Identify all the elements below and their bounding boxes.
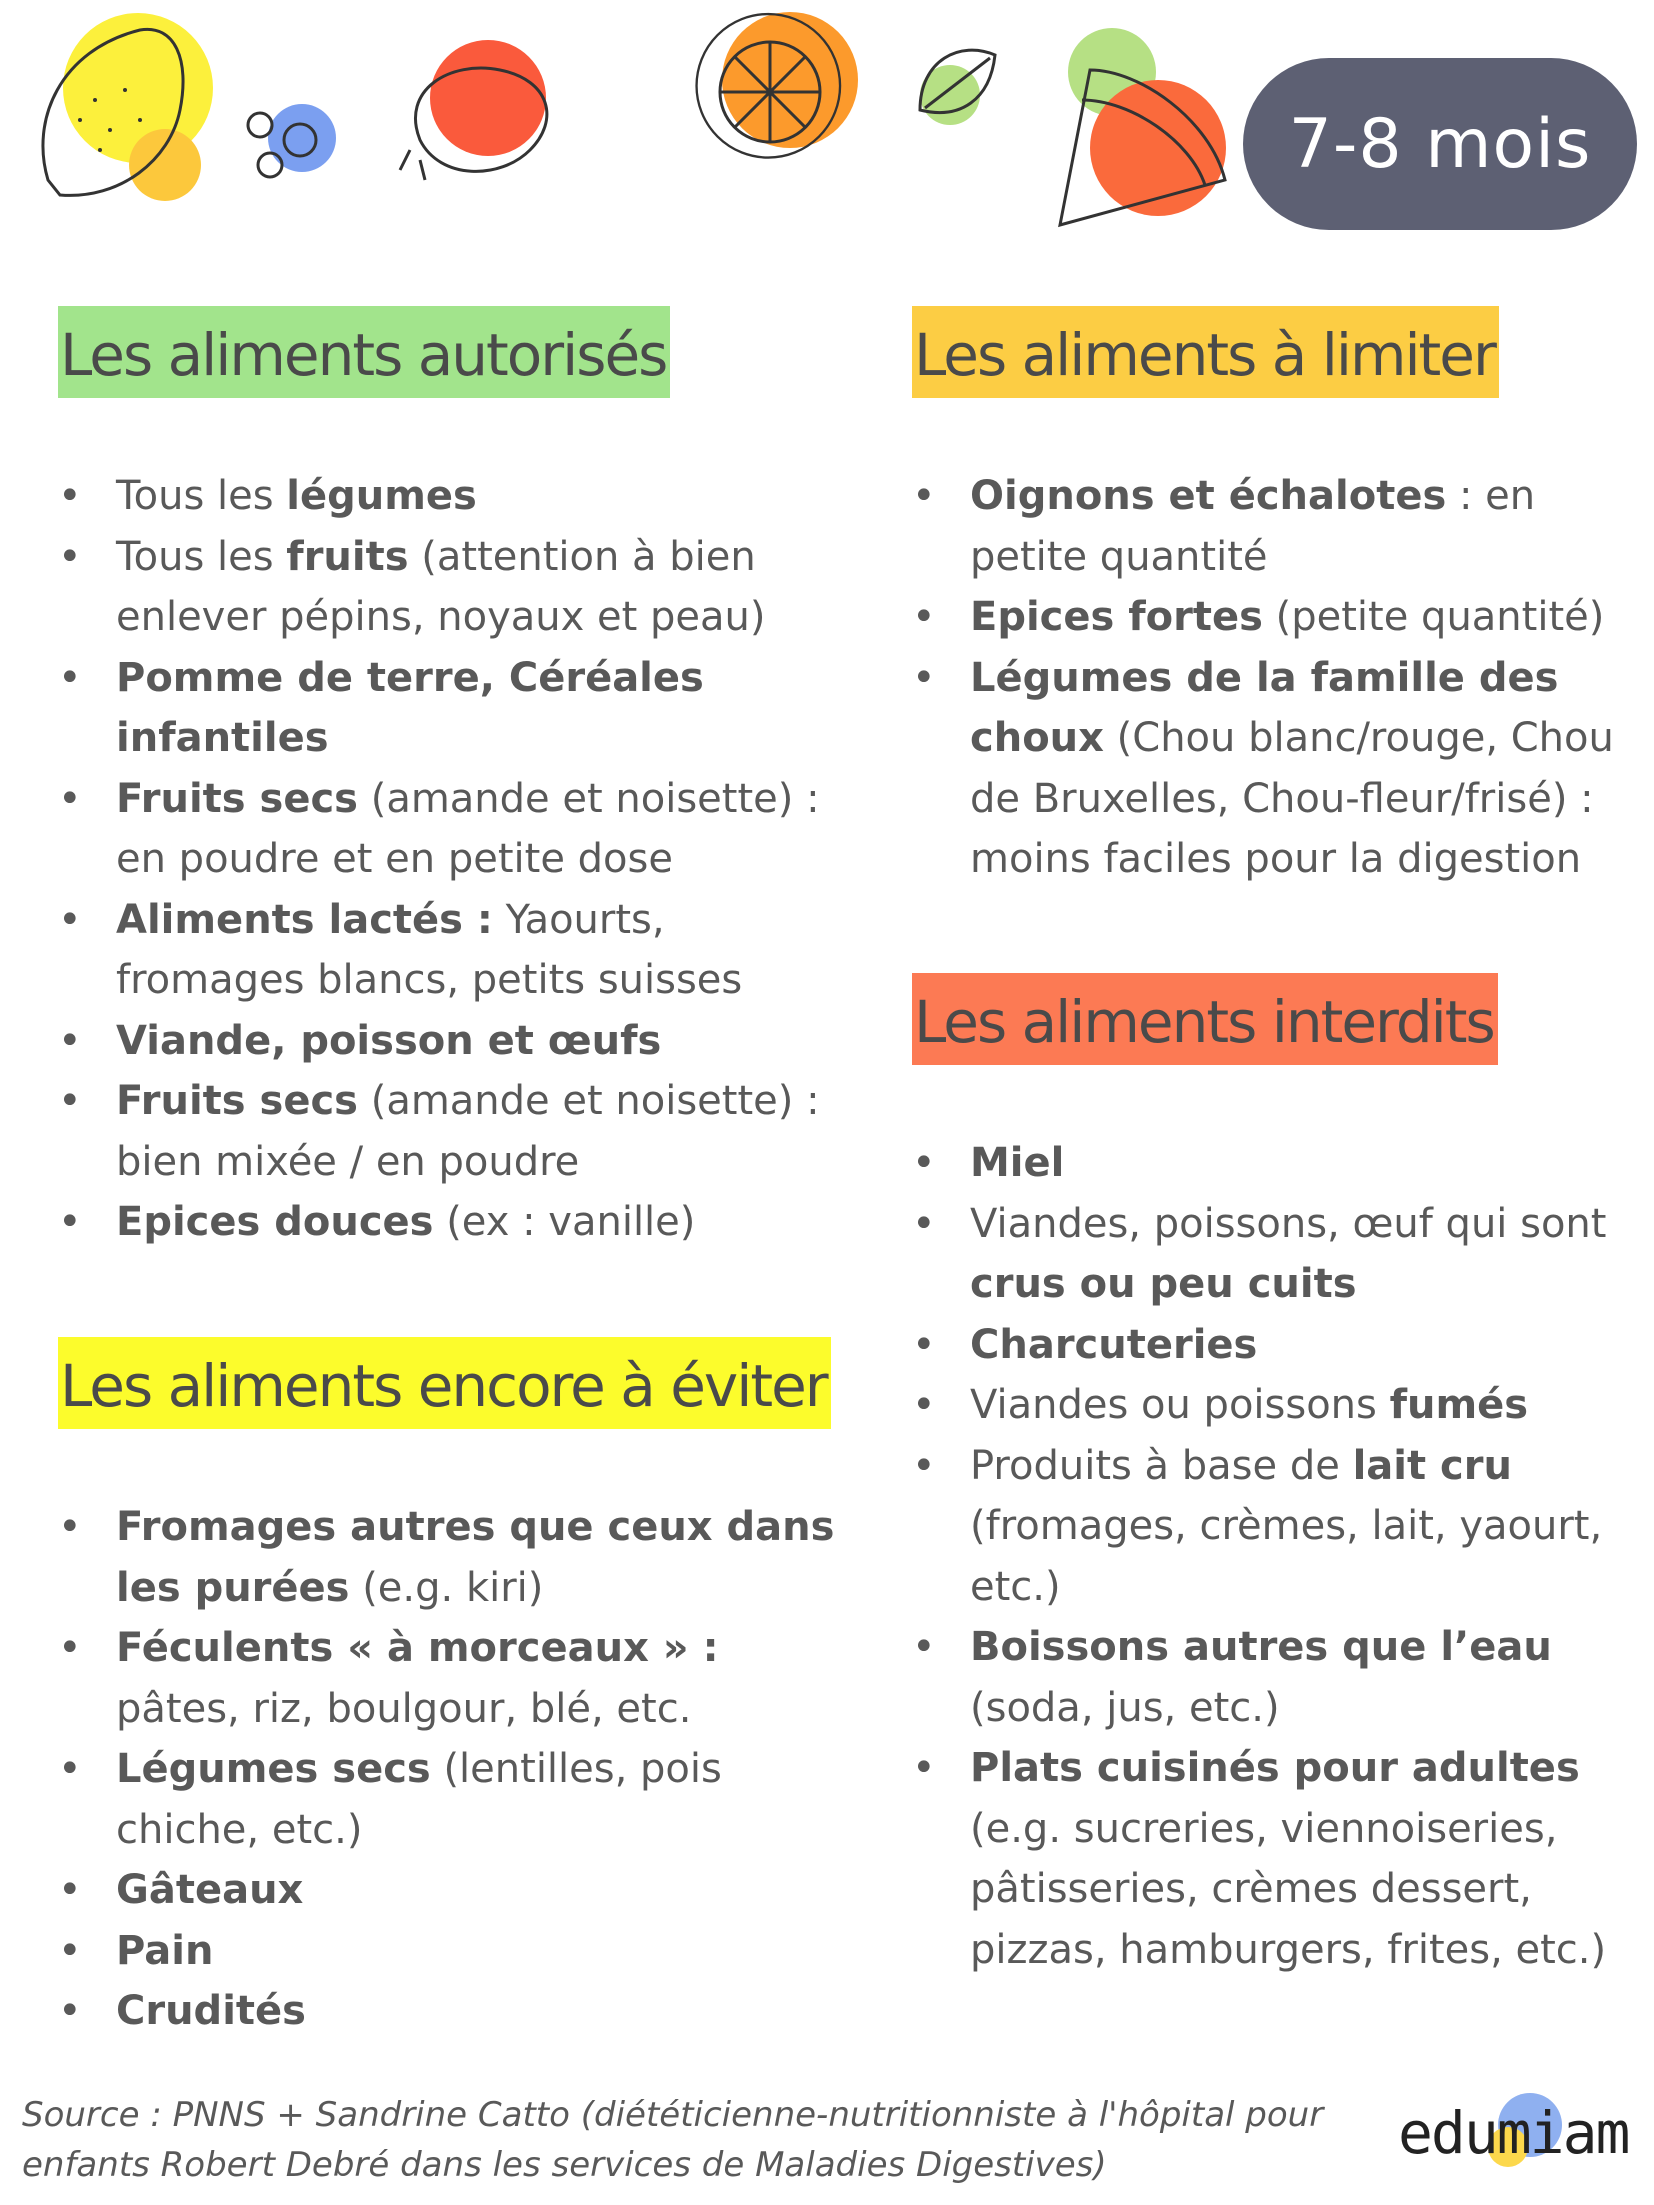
watermelon-icon (1060, 28, 1226, 225)
section-title-interdits: Les aliments interdits (912, 973, 1498, 1065)
item-text: (attention à bien enlever pépins, noyaux et peau) (116, 533, 766, 640)
item-text-bold: Viande, poisson et œufs (116, 1017, 662, 1064)
list-item (912, 466, 1632, 587)
item-text-bold: Charcuteries (970, 1321, 1258, 1368)
item-text-bold: Miel (970, 1140, 1065, 1186)
item-text-bold: crus ou peu cuits (970, 1261, 1357, 1307)
item-text-bold: Epices fortes (970, 594, 1263, 640)
item-text: (Chou blanc/rouge, Chou de Bruxelles, Chou-fleur/frisé) : moins faciles pour la digestion (970, 715, 1614, 882)
item-text-bold: légumes (286, 473, 477, 519)
item-text: Tous les (116, 473, 287, 519)
edumiam-logo (1390, 2085, 1630, 2195)
list-item (58, 1921, 838, 1982)
strawberry-icon (400, 40, 547, 180)
list-item (912, 1315, 1632, 1376)
list-item (912, 1133, 1632, 1194)
list-item (58, 527, 838, 648)
section-limiter (912, 306, 1632, 890)
leaf-icon (920, 50, 995, 125)
section-title-limiter: Les aliments à limiter (912, 306, 1499, 398)
item-text-bold: Pomme de terre, Céréales infantiles (116, 654, 704, 761)
item-text: (fromages, crèmes, lait, yaourt, etc.) (970, 1503, 1603, 1610)
item-text: (amande et noisette) : en poudre et en petite dose (116, 775, 820, 882)
item-text: Tous les (116, 533, 287, 580)
item-text-bold: fumés (1389, 1382, 1529, 1428)
list-item (58, 1981, 838, 2042)
item-text: (lentilles, pois chiche, etc.) (116, 1746, 722, 1853)
section-eviter (58, 1337, 838, 2042)
list-item (58, 1011, 838, 1072)
item-text-bold: Fromages autres que ceux dans les purées (116, 1504, 835, 1611)
item-text-bold: Fruits secs (116, 775, 358, 822)
item-text: (amande et noisette) : bien mixée / en poudre (116, 1078, 820, 1185)
section-title-autorises: Les aliments autorisés (58, 306, 670, 398)
logo-text: edumiam (1398, 2099, 1629, 2167)
item-text: pâtes, riz, boulgour, blé, etc. (116, 1685, 692, 1732)
item-text-bold: Légumes de la famille des choux (970, 654, 1559, 761)
orange-slice-icon (697, 12, 858, 158)
blueberry-icon (248, 104, 336, 177)
section-title-eviter: Les aliments encore à éviter (58, 1337, 831, 1429)
list-item (58, 648, 838, 769)
item-text-bold: Féculents « à morceaux » : (116, 1625, 719, 1671)
list-item (58, 1860, 838, 1921)
item-text: Viandes, poissons, œuf qui sont (970, 1200, 1607, 1247)
section-interdits (912, 973, 1632, 1980)
list-item (58, 1497, 838, 1618)
section-autorises (58, 306, 838, 1253)
item-text: Produits à base de (970, 1442, 1353, 1489)
item-text-bold: Crudités (116, 1988, 306, 2034)
list-item (912, 1436, 1632, 1618)
list-item (912, 1738, 1632, 1980)
list-item (58, 1192, 838, 1253)
item-text: (e.g. sucreries, viennoiseries, pâtisseries, crèmes dessert, pizzas, hamburgers, frites, etc.) (970, 1805, 1607, 1973)
item-text-bold: Oignons et échalotes (970, 473, 1447, 519)
list-item (912, 587, 1632, 648)
item-text-bold: Fruits secs (116, 1078, 358, 1124)
list-item (58, 890, 838, 1011)
list-item (912, 1617, 1632, 1738)
list-item (912, 648, 1632, 890)
list-item (58, 1071, 838, 1192)
item-text: (petite quantité) (1262, 594, 1605, 640)
item-text-bold: Gâteaux (116, 1867, 304, 1913)
list-item (58, 1618, 838, 1739)
list-interdits (912, 1133, 1632, 1980)
item-text-bold: lait cru (1352, 1442, 1512, 1489)
item-text: (soda, jus, etc.) (970, 1684, 1280, 1731)
age-badge: 7-8 mois (1243, 58, 1637, 230)
item-text: Yaourts, fromages blancs, petits suisses (116, 896, 743, 1003)
list-autorises (58, 466, 838, 1253)
item-text-bold: Epices douces (116, 1199, 434, 1245)
item-text: (e.g. kiri) (349, 1564, 544, 1611)
item-text: Viandes ou poissons (970, 1382, 1390, 1428)
item-text-bold: Légumes secs (116, 1746, 431, 1792)
list-item (912, 1194, 1632, 1315)
list-limiter (912, 466, 1632, 890)
item-text: (ex : vanille) (433, 1199, 696, 1245)
list-item (58, 466, 838, 527)
lemon-icon (43, 13, 213, 201)
list-eviter (58, 1497, 838, 2042)
item-text: : en petite quantité (970, 473, 1536, 580)
source-citation: Source : PNNS + Sandrine Catto (diététicienne-nutritionniste à l'hôpital pour enfants Robert Debré dans les services de Maladies Digestives) (22, 2095, 1324, 2185)
item-text-bold: Plats cuisinés pour adultes (970, 1745, 1580, 1791)
list-item (58, 769, 838, 890)
item-text-bold: Pain (116, 1927, 214, 1974)
item-text-bold: Boissons autres que l’eau (970, 1624, 1552, 1670)
item-text-bold: fruits (286, 533, 409, 580)
list-item (912, 1375, 1632, 1436)
item-text-bold: Aliments lactés : (116, 896, 493, 943)
list-item (58, 1739, 838, 1860)
